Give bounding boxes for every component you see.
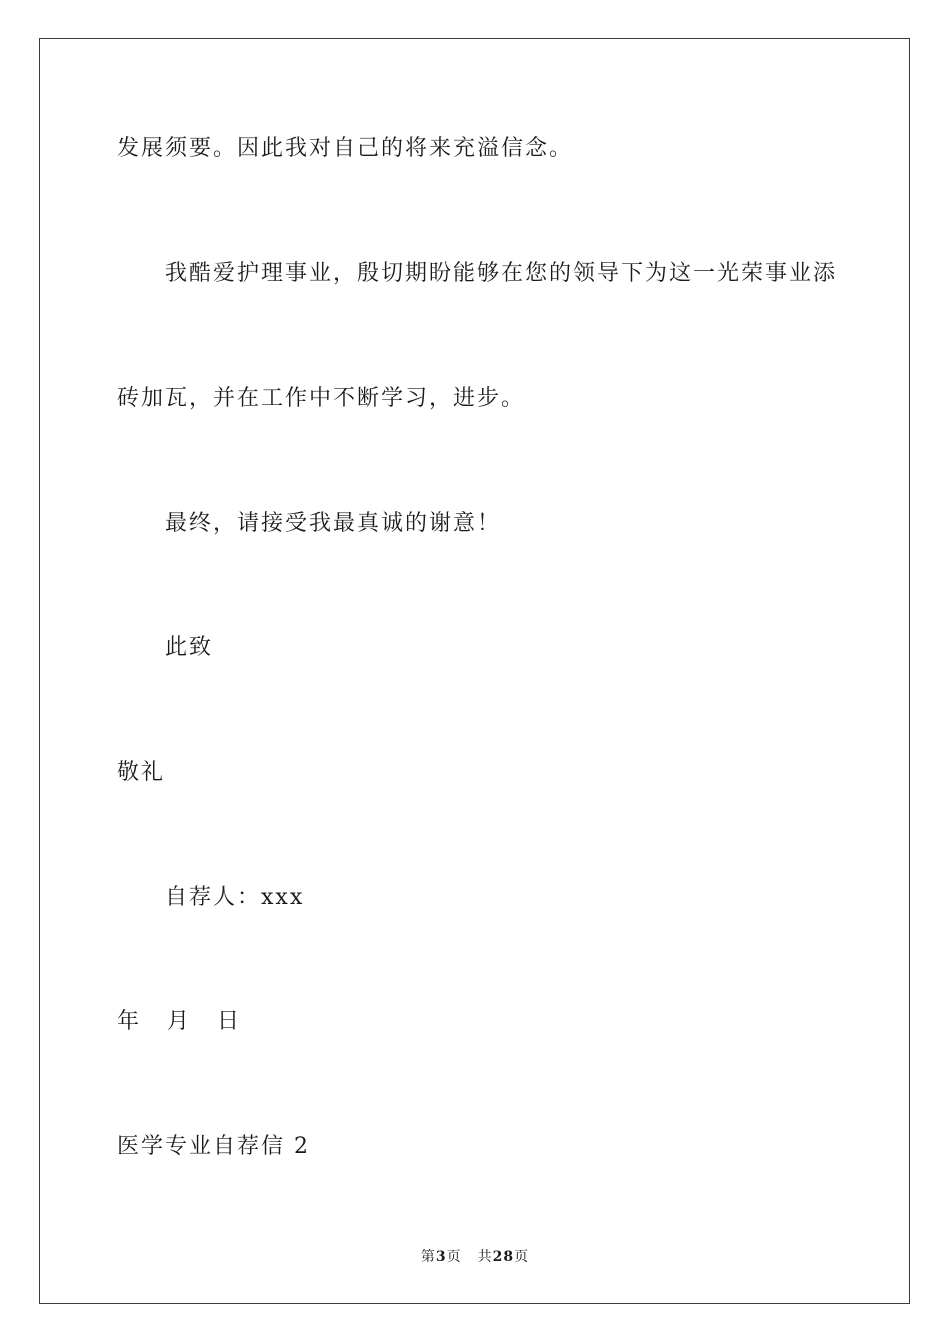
date-line (117, 1007, 239, 1037)
footer-total-suffix: 页 (514, 1249, 530, 1265)
footer-total-pages: 28 (492, 1249, 515, 1265)
paragraph-line: 我酷爱护理事业，殷切期盼能够在您的领导下为这一光荣事业添 (165, 261, 838, 286)
footer-page-number: 3 (435, 1249, 447, 1265)
closing-thanks: 最终，请接受我最真诚的谢意！ (165, 511, 502, 536)
date-day: 日 (217, 1009, 240, 1034)
date-month: 月 (167, 1009, 190, 1034)
paragraph-line: 砖加瓦，并在工作中不断学习，进步。 (117, 386, 526, 411)
salutation-cizhi: 此致 (165, 635, 214, 660)
date-year: 年 (117, 1009, 140, 1034)
section-heading: 医学专业自荐信 2 (117, 1134, 310, 1159)
salutation-jingli: 敬礼 (117, 760, 166, 785)
footer-page-prefix: 第 (420, 1249, 436, 1265)
paragraph-line: 发展须要。因此我对自己的将来充溢信念。 (117, 136, 574, 161)
page-footer (0, 1248, 950, 1266)
footer-total-prefix: 共 (477, 1249, 493, 1265)
footer-page-suffix: 页 (446, 1249, 462, 1265)
signature-line: 自荐人：xxx (165, 885, 305, 910)
page-border (39, 38, 910, 1304)
